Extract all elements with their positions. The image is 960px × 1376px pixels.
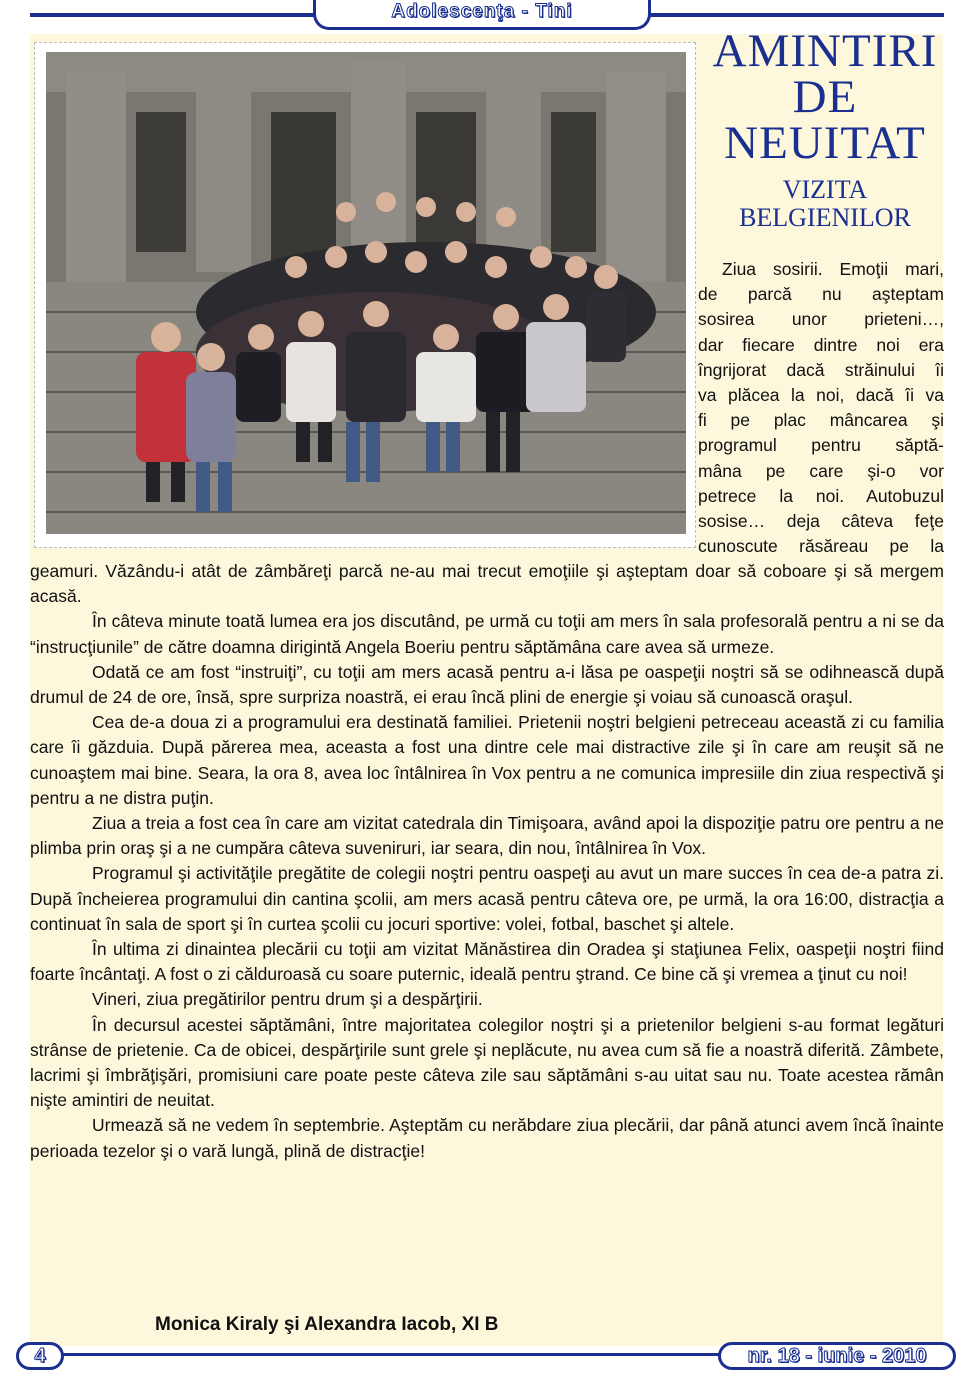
article-title-block [700,25,950,232]
article-body [30,559,944,1164]
intro-line: Ziua sosirii. Emoţii mari, [722,259,944,279]
intro-line: sosise… deja câteva feţe [698,511,944,532]
intro-column [698,257,944,559]
intro-line: mâna pe care şi-o vor [698,460,944,481]
paragraph: Vineri, ziua pregătirilor pentru drum şi a despărţirii. [92,989,483,1010]
intro-line: de parcă nu aşteptam [698,284,944,305]
paragraph: Ziua a treia a fost cea în care am vizitat catedrala din Timişoara, având apoi la dispoziţie patru ore pentru a ne plimba prin oraş şi a ne cumpăra câteva suveniruri, iar seara, din nou, întâlnirea în Vox. [30,813,944,859]
page-number-badge [16,1342,64,1370]
paragraph: Cea de-a doua zi a programului era destinată familiei. Prietenii noştri belgieni petreceau această zi cu familia care îi găzduia. După părerea mea, aceasta a fost una dintre cele mai distractive zile şi în care am reuşit să ne cunoaştem mai bine. Seara, la ora 8, avea loc întâlnirea în Vox pentru a ne comunica impresiile din ziua respectivă şi pentru a ne distra puţin. [30,712,944,808]
intro-line: va plăcea la noi, dacă îi va [698,385,944,406]
paragraph: Urmează să ne vedem în septembrie. Aşteptăm cu nerăbdare ziua plecării, dar până atunci avem încă înainte perioada tezelor şi o vară lungă, plină de distracţie! [30,1115,944,1161]
group-photo [46,52,686,534]
article-author: Monica Kiraly şi Alexandra Iacob, XI B [155,1314,499,1335]
paragraph: geamuri. Văzându-i atât de zâmbăreţi parcă ne-au mai trecut emoţiile şi aşteptam doar să coboare şi să mergem acasă. [30,561,944,607]
paragraph: Programul şi activităţile pregătite de colegii noştri pentru oaspeţi au avut un mare succes în cea de-a patra zi. După încheierea programului din cantina şcolii, am mers acasă pentru câteva ore, pe urmă, la ora 16:00, distracţia a continuat în sala de sport şi în curtea şcolii cu jocuri sportive: volei, fotbal, baschet şi altele. [30,863,944,934]
intro-line: programul pentru săptă- [698,435,944,456]
section-label: Adolescenţa - Tini [391,1,573,22]
footer-rule [60,1353,720,1356]
intro-line: îngrijorat dacă străinului îi [698,359,944,380]
intro-line: fi pe plac mâncarea şi [698,410,944,431]
paragraph: Odată ce am fost “instruiţi”, cu toţii am mers acasă pentru a-i lăsa pe oaspeţii noştri să se odihnească după drumul de 24 de ore, însă, spre surpriza noastră, ei erau încă plini de energie şi voiau să cunoască oraşul. [30,661,944,708]
header-rule-left [30,13,316,17]
issue-badge [718,1342,956,1370]
intro-line: petrece la noi. Autobuzul [698,485,944,506]
article-title: AMINTIRI DE NEUITAT [712,25,938,169]
intro-line: cunoscute răsăreau pe la [698,536,944,557]
intro-line: dar fiecare dintre noi era [698,334,944,355]
issue-label: nr. 18 - iunie - 2010 [747,1345,927,1367]
group-photo-image [46,52,686,534]
paragraph: În ultima zi dinaintea plecării cu toţii am vizitat Mănăstirea din Oradea şi staţiunea Felix, oaspeţii noştri fiind foarte încântaţi. A fost o zi călduroasă cu soare puternic, ideală pentru ştrand. Ce bine că şi vremea a ţinut cu noi! [30,939,944,985]
article-subtitle: VIZITA BELGIENILOR [739,175,911,232]
paragraph: În câteva minute toată lumea era jos discutând, pe urmă cu toţii am mers în sala profesorală pentru a ni se da “instrucţiunile” de către doamna dirigintă Angela Boeriu pentru săptămâna care avea să urmeze. [30,611,944,657]
paragraph: În decursul acestei săptămâni, între majoritatea colegilor noştri şi a prietenilor belgieni s-au format legături strânse de prietenie. Ca de obicei, despărţirile sunt grele şi neplăcute, nu avea cum să fie a noastră diferită. Zâmbete, lacrimi şi îmbrăţişări, promisiuni care poate peste câteva zile sau săptămâni s-au uitat sau nu. Toate acestea rămân nişte amintiri de neuitat. [30,1014,944,1111]
intro-line: sosirea unor prieteni…, [698,309,944,330]
page-number: 4 [34,1345,46,1367]
section-header [313,0,651,30]
header-rule-right [650,13,944,17]
